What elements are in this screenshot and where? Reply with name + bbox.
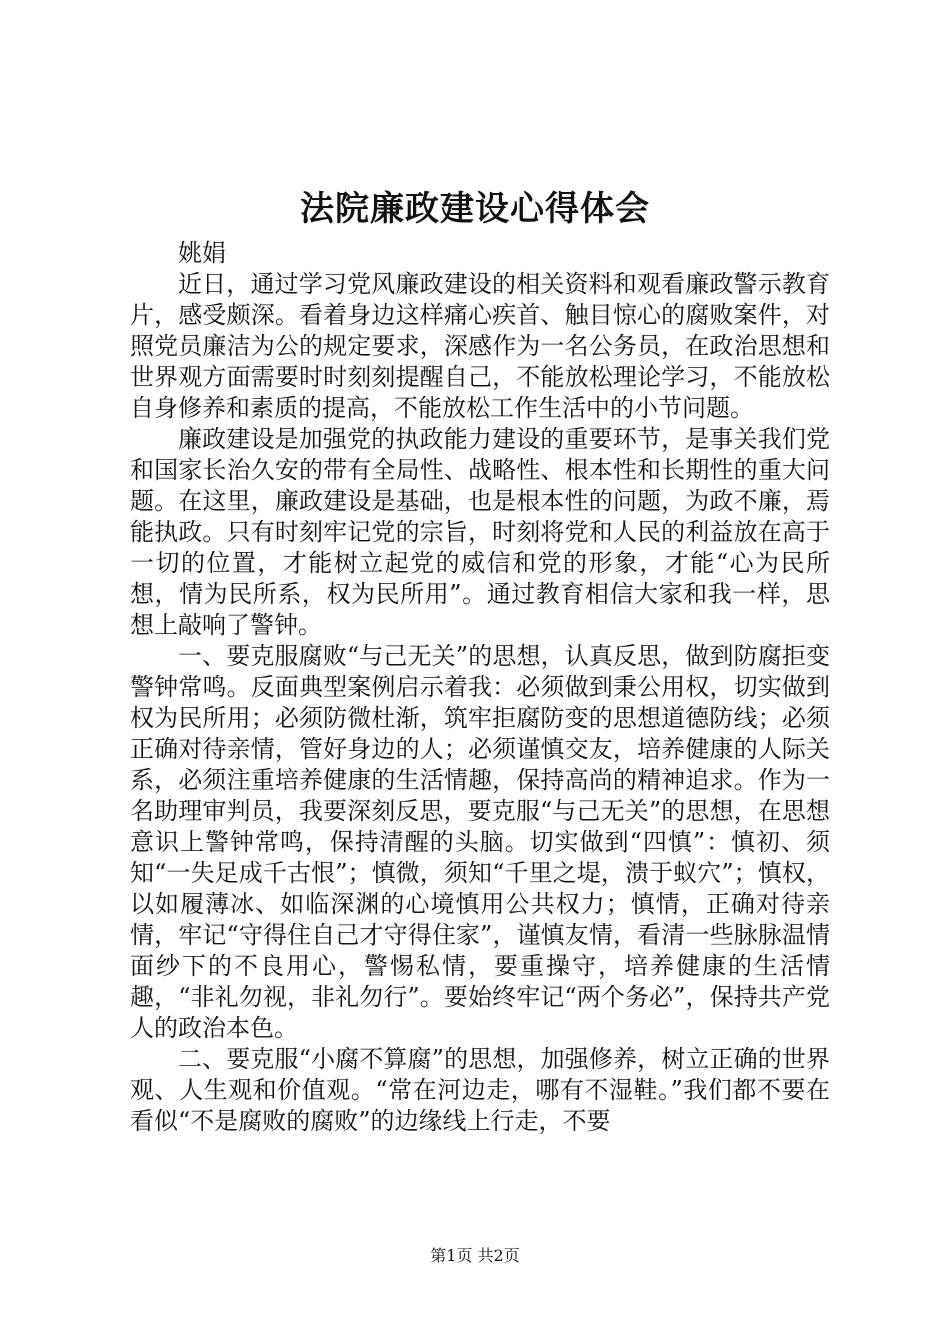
paragraph-2: 廉政建设是加强党的执政能力建设的重要环节，是事关我们党和国家长治久安的带有全局性、战略性、根本性和长期性的重大问题。在这里，廉政建设是基础，也是根本性的问题，为政不廉，焉能执政。只有时刻牢记党的宗旨，时刻将党和人民的利益放在高于一切的位置，才能树立起党的威信和党的形象，才能“心为民所想，情为民所系，权为民所用”。通过教育相信大家和我一样，思想上敲响了警钟。 [130, 425, 830, 639]
page-title: 法院廉政建设心得体会 [300, 189, 650, 229]
paragraph-3: 一、要克服腐败“与己无关”的思想，认真反思，做到防腐拒变警钟常鸣。反面典型案例启示着我：必须做到秉公用权，切实做到权为民所用；必须防微杜渐，筑牢拒腐防变的思想道德防线；必须正确对待亲情，管好身边的人；必须谨慎交友，培养健康的人际关系，必须注重培养健康的生活情趣，保持高尚的精神追求。作为一名助理审判员，我要深刻反思，要克服“与己无关”的思想，在思想意识上警钟常鸣，保持清醒的头脑。切实做到“四慎”：慎初、须知“一失足成千古恨”；慎微，须知“千里之堤，溃于蚁穴”；慎权，以如履薄冰、如临深渊的心境慎用公共权力；慎情，正确对待亲情，牢记“守得住自己才守得住家”，谨慎友情，看清一些脉脉温情面纱下的不良用心，警惕私情，要重操守，培养健康的生活情趣，“非礼勿视，非礼勿行”。要始终牢记“两个务必”，保持共产党人的政治本色。 [130, 642, 830, 1042]
author-name: 姚娟 [178, 239, 226, 267]
paragraph-1: 近日，通过学习党风廉政建设的相关资料和观看廉政警示教育片，感受颇深。看着身边这样痛心疾首、触目惊心的腐败案件，对照党员廉洁为公的规定要求，深感作为一名公务员，在政治思想和世界观方面需要时时刻刻提醒自己，不能放松理论学习，不能放松自身修养和素质的提高，不能放松工作生活中的小节问题。 [130, 270, 830, 422]
page-number-footer: 第1页 共2页 [430, 1246, 520, 1265]
document-body [130, 238, 830, 1137]
paragraph-4: 二、要克服“小腐不算腐”的思想，加强修养，树立正确的世界观、人生观和价值观。“常在河边走，哪有不湿鞋。”我们都不要在看似“不是腐败的腐败”的边缘线上行走，不要 [130, 1045, 830, 1135]
